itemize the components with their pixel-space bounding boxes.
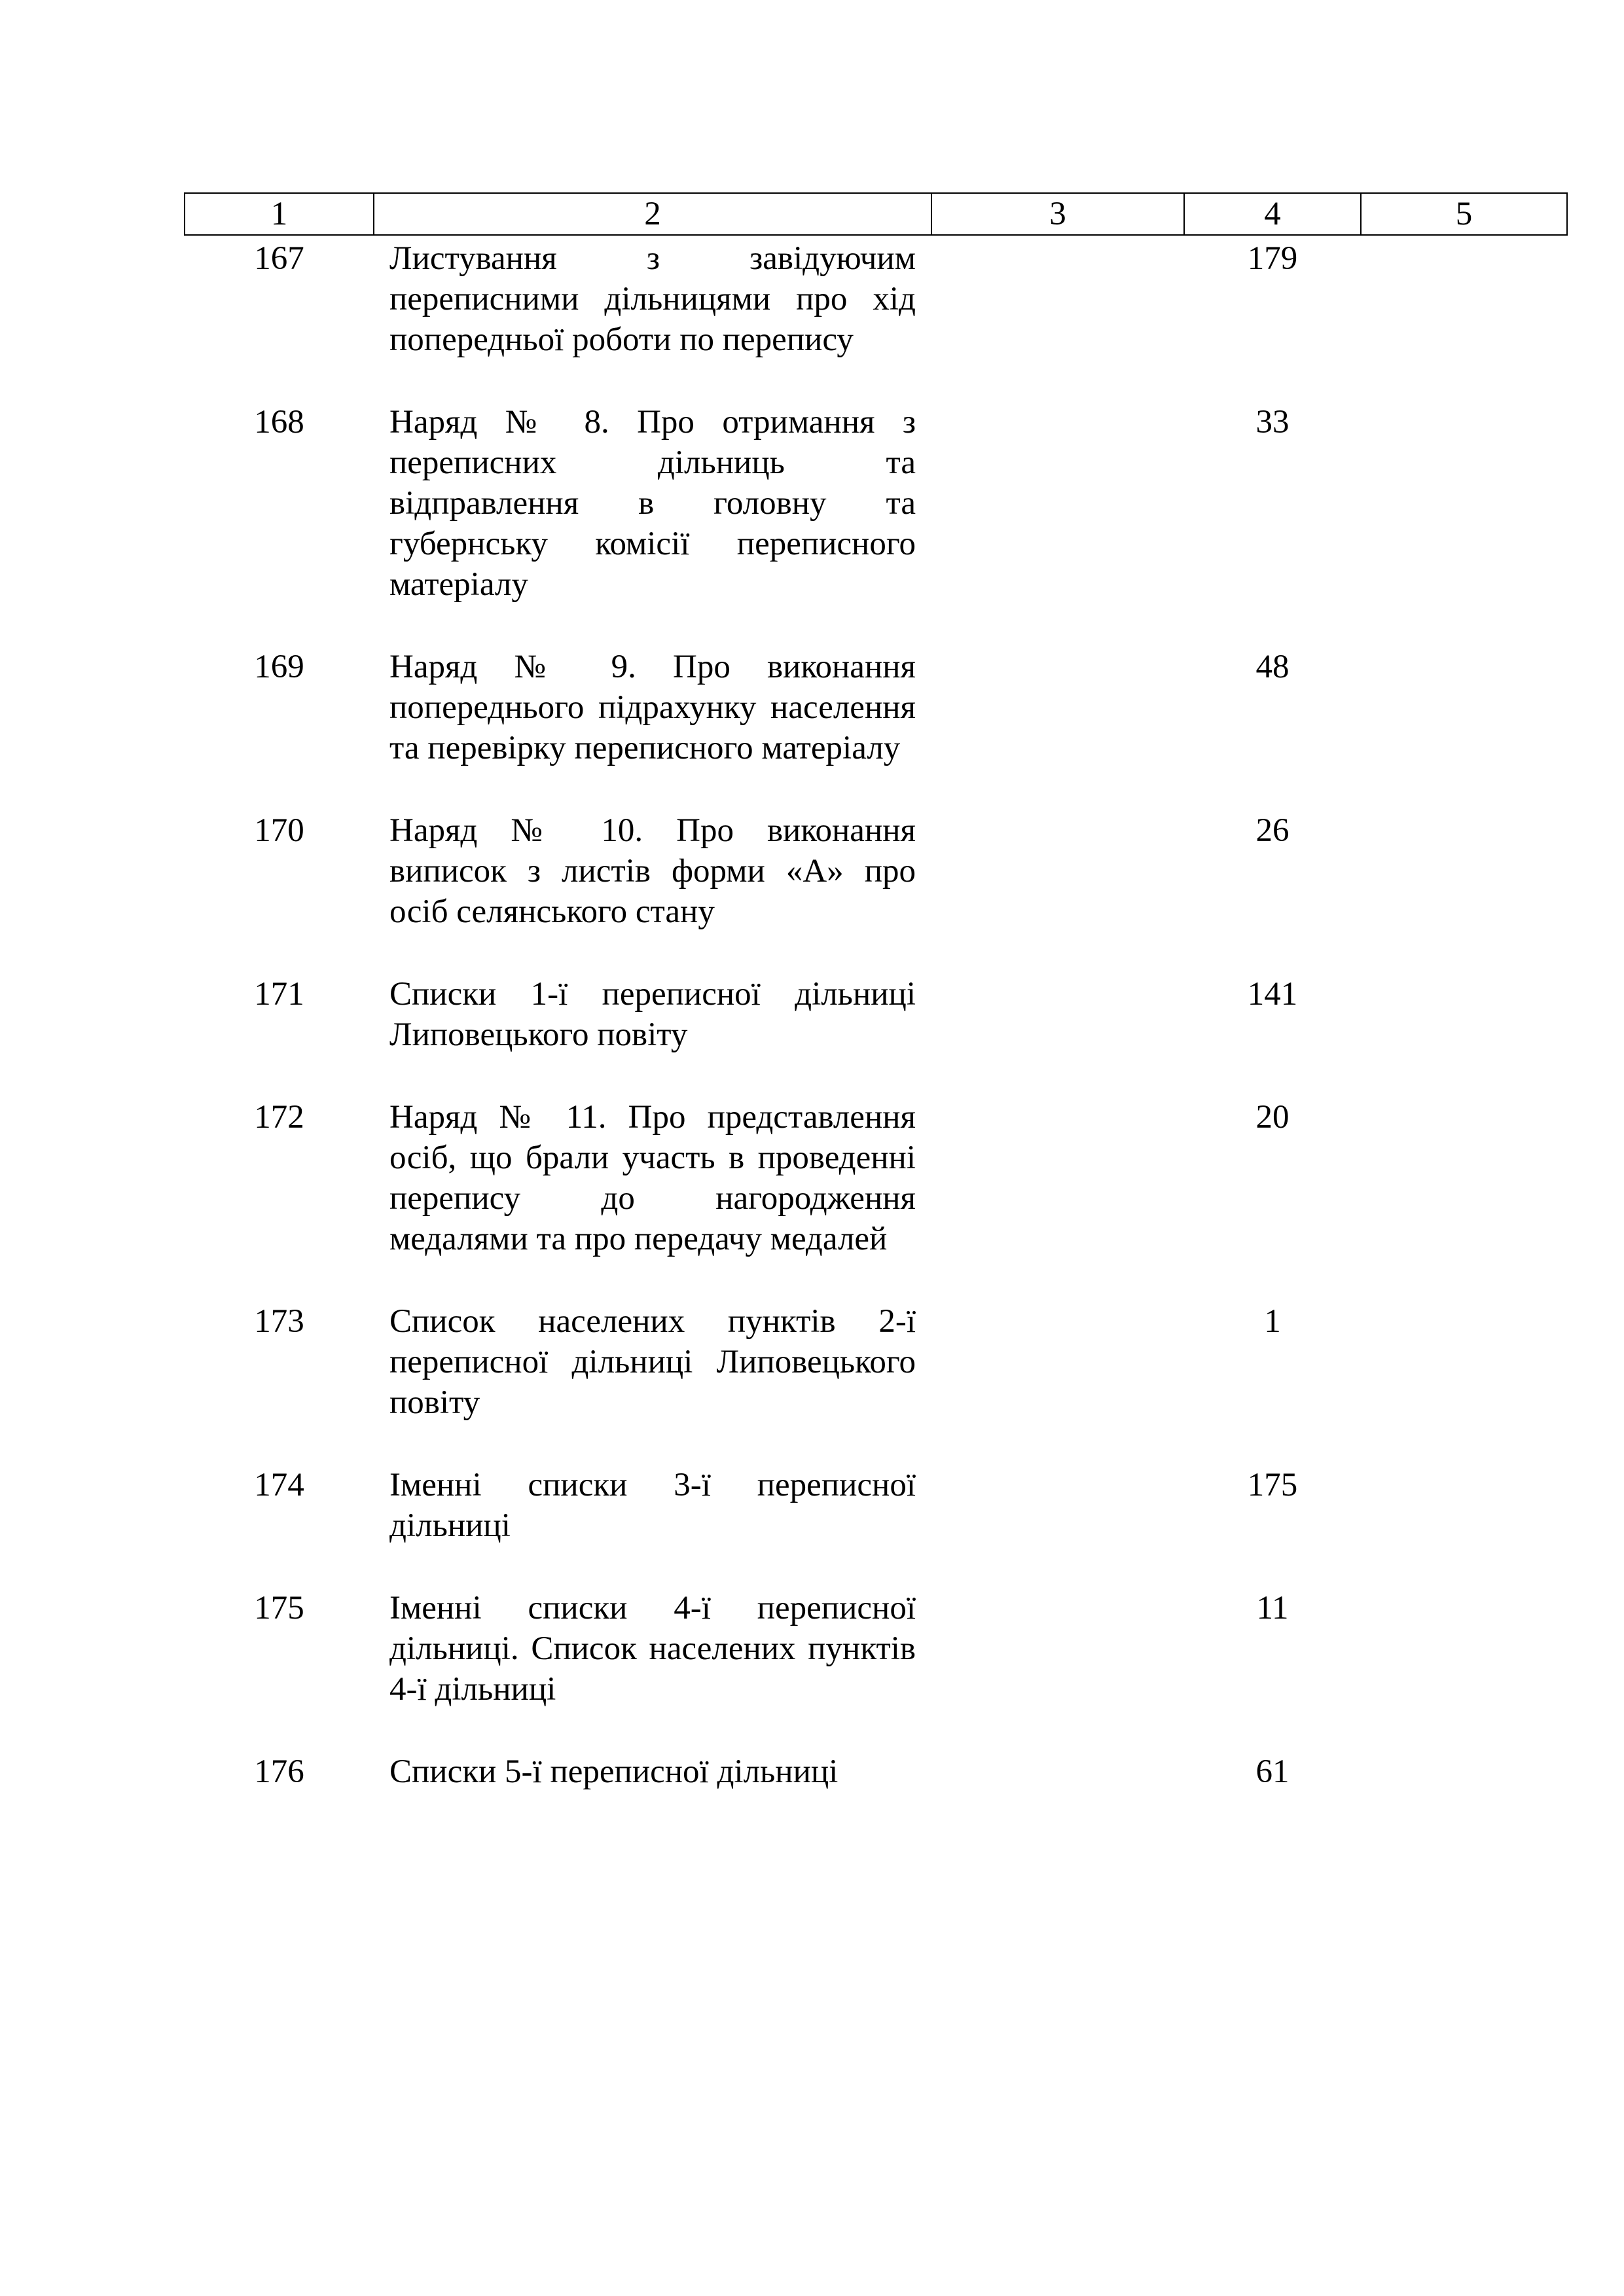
row-spacer bbox=[185, 1055, 1567, 1094]
cell-column-5 bbox=[1361, 971, 1567, 1055]
cell-item-title bbox=[374, 399, 931, 605]
cell-column-3 bbox=[931, 808, 1184, 932]
cell-page-count: 48 bbox=[1255, 649, 1290, 685]
row-spacer-cell bbox=[185, 1423, 1567, 1462]
cell-item-number: 174 bbox=[254, 1467, 304, 1503]
cell-item-title bbox=[374, 1462, 931, 1546]
cell-column-3 bbox=[931, 1462, 1184, 1546]
cell-page-count: 20 bbox=[1255, 1099, 1290, 1136]
row-spacer bbox=[185, 1710, 1567, 1749]
cell-item-number: 172 bbox=[254, 1099, 304, 1136]
item-title-text: Іменні списки 4-ї переписної дільниці. Список населених пунктів 4-ї дільниці bbox=[389, 1590, 916, 1708]
cell-column-5 bbox=[1361, 644, 1567, 768]
cell-column-5 bbox=[1361, 1749, 1567, 1792]
row-spacer-cell bbox=[185, 1546, 1567, 1585]
row-spacer bbox=[185, 1546, 1567, 1585]
cell-item-number: 170 bbox=[254, 812, 304, 849]
cell-item-title bbox=[374, 971, 931, 1055]
cell-item-number: 176 bbox=[254, 1753, 304, 1790]
table-row bbox=[185, 808, 1567, 932]
table-row bbox=[185, 235, 1567, 360]
cell-item-title bbox=[374, 235, 931, 360]
row-spacer bbox=[185, 768, 1567, 808]
table-row bbox=[185, 971, 1567, 1055]
cell-item-number: 169 bbox=[254, 649, 304, 685]
cell-item-title bbox=[374, 1094, 931, 1259]
cell-column-5 bbox=[1361, 399, 1567, 605]
cell-column-5 bbox=[1361, 235, 1567, 360]
cell-column-5 bbox=[1361, 808, 1567, 932]
inventory-table bbox=[184, 192, 1568, 1792]
item-title-text: Наряд № 8. Про отримання з переписних дільниць та відправлення в головну та губернську комісії переписного матеріалу bbox=[389, 404, 916, 603]
header-row bbox=[185, 193, 1567, 235]
cell-column-3 bbox=[931, 399, 1184, 605]
cell-item-title bbox=[374, 1299, 931, 1423]
column-header-1: 1 bbox=[185, 193, 374, 235]
table-row bbox=[185, 644, 1567, 768]
cell-column-3 bbox=[931, 644, 1184, 768]
cell-page-count: 33 bbox=[1255, 404, 1290, 440]
row-spacer-cell bbox=[185, 1259, 1567, 1299]
row-spacer bbox=[185, 932, 1567, 971]
column-header-5: 5 bbox=[1361, 193, 1567, 235]
cell-column-3 bbox=[931, 1749, 1184, 1792]
table-header bbox=[185, 193, 1567, 235]
item-title-text: Наряд № 11. Про представлення осіб, що брали участь в проведенні перепису до нагородження медалями та про передачу медалей bbox=[389, 1099, 916, 1257]
item-title-text: Списки 1-ї переписної дільниці Липовецького повіту bbox=[389, 976, 916, 1053]
cell-page-count: 179 bbox=[1247, 240, 1298, 277]
cell-page-count: 26 bbox=[1255, 812, 1290, 849]
item-title-text: Листування з завідуючим переписними дільницями про хід попередньої роботи по перепису bbox=[389, 240, 916, 358]
cell-page-count: 1 bbox=[1264, 1303, 1281, 1340]
cell-item-number: 175 bbox=[254, 1590, 304, 1626]
row-spacer bbox=[185, 605, 1567, 644]
row-spacer bbox=[185, 1259, 1567, 1299]
table-row bbox=[185, 1749, 1567, 1792]
cell-column-3 bbox=[931, 235, 1184, 360]
cell-page-count: 61 bbox=[1255, 1753, 1290, 1790]
item-title-text: Наряд № 9. Про виконання попереднього підрахунку населення та перевірку переписного матеріалу bbox=[389, 649, 916, 766]
cell-page-count: 175 bbox=[1247, 1467, 1298, 1503]
cell-item-number: 168 bbox=[254, 404, 304, 440]
table-row bbox=[185, 399, 1567, 605]
cell-column-3 bbox=[931, 1299, 1184, 1423]
row-spacer-cell bbox=[185, 1055, 1567, 1094]
row-spacer-cell bbox=[185, 932, 1567, 971]
cell-item-number: 167 bbox=[254, 240, 304, 277]
column-header-4: 4 bbox=[1184, 193, 1361, 235]
table-row bbox=[185, 1585, 1567, 1710]
item-title-text: Списки 5-ї переписної дільниці bbox=[389, 1753, 839, 1790]
cell-item-number: 173 bbox=[254, 1303, 304, 1340]
table-body bbox=[185, 235, 1567, 1792]
column-header-3: 3 bbox=[931, 193, 1184, 235]
cell-item-title bbox=[374, 1749, 931, 1792]
row-spacer bbox=[185, 360, 1567, 399]
cell-column-3 bbox=[931, 1094, 1184, 1259]
table-row bbox=[185, 1299, 1567, 1423]
row-spacer-cell bbox=[185, 768, 1567, 808]
cell-column-3 bbox=[931, 971, 1184, 1055]
table-row bbox=[185, 1462, 1567, 1546]
cell-column-5 bbox=[1361, 1299, 1567, 1423]
cell-column-5 bbox=[1361, 1462, 1567, 1546]
cell-item-title bbox=[374, 1585, 931, 1710]
item-title-text: Іменні списки 3-ї переписної дільниці bbox=[389, 1467, 916, 1544]
item-title-text: Список населених пунктів 2-ї переписної дільниці Липовецького повіту bbox=[389, 1303, 916, 1421]
cell-page-count: 141 bbox=[1247, 976, 1298, 1013]
cell-page-count: 11 bbox=[1256, 1590, 1289, 1626]
cell-item-number: 171 bbox=[254, 976, 304, 1013]
item-title-text: Наряд № 10. Про виконання виписок з листів форми «А» про осіб селянського стану bbox=[389, 812, 916, 930]
row-spacer-cell bbox=[185, 605, 1567, 644]
cell-column-5 bbox=[1361, 1585, 1567, 1710]
row-spacer-cell bbox=[185, 1710, 1567, 1749]
cell-item-title bbox=[374, 644, 931, 768]
column-header-2: 2 bbox=[374, 193, 931, 235]
cell-column-3 bbox=[931, 1585, 1184, 1710]
table-row bbox=[185, 1094, 1567, 1259]
cell-column-5 bbox=[1361, 1094, 1567, 1259]
row-spacer-cell bbox=[185, 360, 1567, 399]
cell-item-title bbox=[374, 808, 931, 932]
row-spacer bbox=[185, 1423, 1567, 1462]
